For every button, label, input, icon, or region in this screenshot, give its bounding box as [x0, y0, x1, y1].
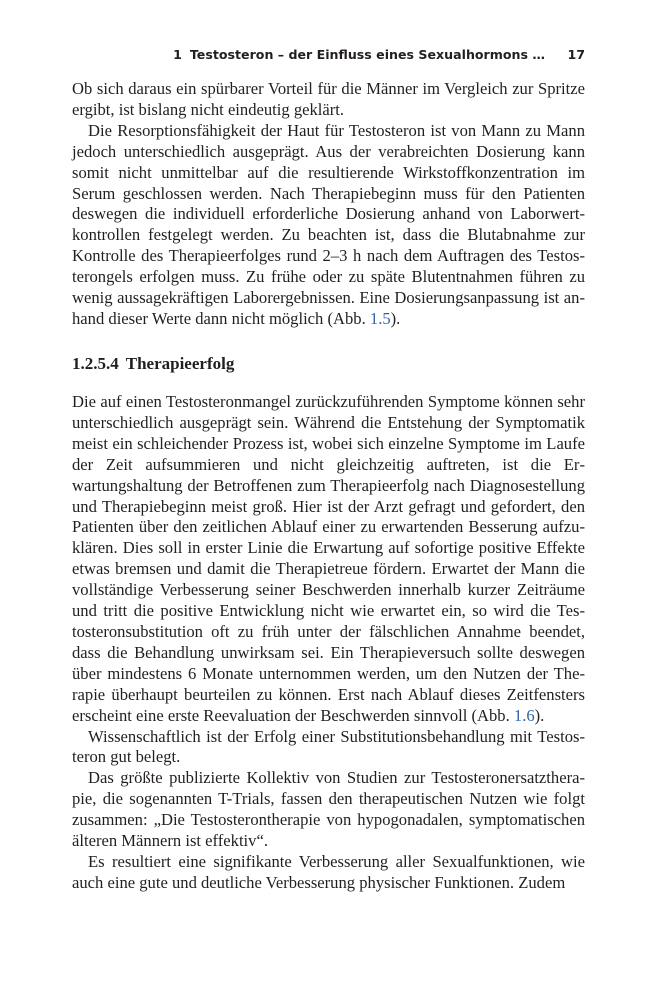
paragraph: Wissenschaftlich ist der Erfolg einer Substitutionsbehandlung mit Testosteron gut belegt. [72, 726, 585, 767]
section-title: Therapieerfolg [125, 354, 235, 373]
paragraph [72, 121, 585, 330]
figure-reference-link[interactable]: 1.5 [369, 308, 391, 328]
figure-reference-link[interactable]: 1.6 [513, 705, 535, 725]
section-number: 1.2.5.4 [72, 354, 119, 373]
paragraph-text-end: ). [390, 308, 401, 328]
paragraph: Ob sich daraus ein spürbarer Vorteil für die Männer im Vergleich zur Spritze ergibt, ist bislang nicht eindeutig geklärt. [72, 79, 585, 119]
section-heading [72, 354, 234, 374]
page-number: 17 [567, 47, 585, 62]
running-head [72, 47, 585, 62]
text-block-bottom [72, 392, 585, 894]
text-block-top [72, 79, 585, 330]
paragraph [72, 392, 585, 727]
paragraph-text-end: ). [534, 705, 545, 725]
paragraph: Es resultiert eine signifikante Verbesserung aller Sexualfunktionen, wie auch eine gute und deutliche Verbesserung physischer Funktionen. Zudem [72, 851, 585, 892]
running-head-title: Testosteron – der Einfluss eines Sexualhormons … [189, 47, 545, 62]
chapter-number: 1 [173, 47, 182, 62]
paragraph-text: Die Resorptionsfähigkeit der Haut für Testosteron ist von Mann zu Mann jedoch unterschiedlich ausgeprägt. Aus der verabreichten Dosierung kann somit nicht unmittelbar auf die resultierende Wirkstoffkonzentration im Serum geschlossen werden. Nach Therapiebeginn muss für den Patienten deswegen die individuell erforderliche Dosierung anhand von Laborwertkontrollen festgelegt werden. Zu beachten ist, dass die Blutabnahme zur Kontrolle des Therapieerfolges rund 2–3 h nach dem Auftragen des Testosterongels erfolgen muss. Zu frühe oder zu späte Blutentnahmen führen zu wenig aussagekräftigen Laborergebnissen. Eine Dosierungsanpassung ist anhand dieser Werte dann nicht möglich (Abb. [72, 120, 585, 328]
paragraph: Das größte publizierte Kollektiv von Studien zur Testosteronersatztherapie, die sogenannten T-Trials, fassen den therapeutischen Nutzen wie folgt zusammen: „Die Testosterontherapie von hypogonadalen, symptomatischen älteren Männern ist effektiv“. [72, 768, 585, 851]
paragraph-text: Die auf einen Testosteronmangel zurückzuführenden Symptome können sehr unterschiedlich ausgeprägt sein. Während die Entstehung der Symptomatik meist ein schleichender Prozess ist, wobei sich einzelne Symptome im Laufe der Zeit aufsummieren und nicht gleichzeitig auftreten, ist die Erwartungshaltung der Betroffenen zum Therapieerfolg nach Diagnosestellung und Therapiebeginn meist groß. Hier ist der Arzt gefragt und gefordert, den Patienten über den zeitlichen Ablauf einer zu erwartenden Besserung aufzuklären. Dies soll in erster Linie die Erwartung auf sofortige positive Effekte etwas bremsen und damit die Therapietreue fördern. Erwartet der Mann die vollständige Verbesserung seiner Beschwerden innerhalb kurzer Zeiträume und tritt die positive Entwicklung nicht wie erwartet ein, so wird die Testosteronsubstitution oft zu früh unter der fälschlichen Annahme beendet, dass die Behandlung unwirksam sei. Ein Therapieversuch sollte deswegen über mindestens 6 Monate unternommen werden, um den Nutzen der Therapie überhaupt beurteilen zu können. Erst nach Ablauf dieses Zeitfensters erscheint eine erste Reevaluation der Beschwerden sinnvoll (Abb. [72, 392, 585, 725]
